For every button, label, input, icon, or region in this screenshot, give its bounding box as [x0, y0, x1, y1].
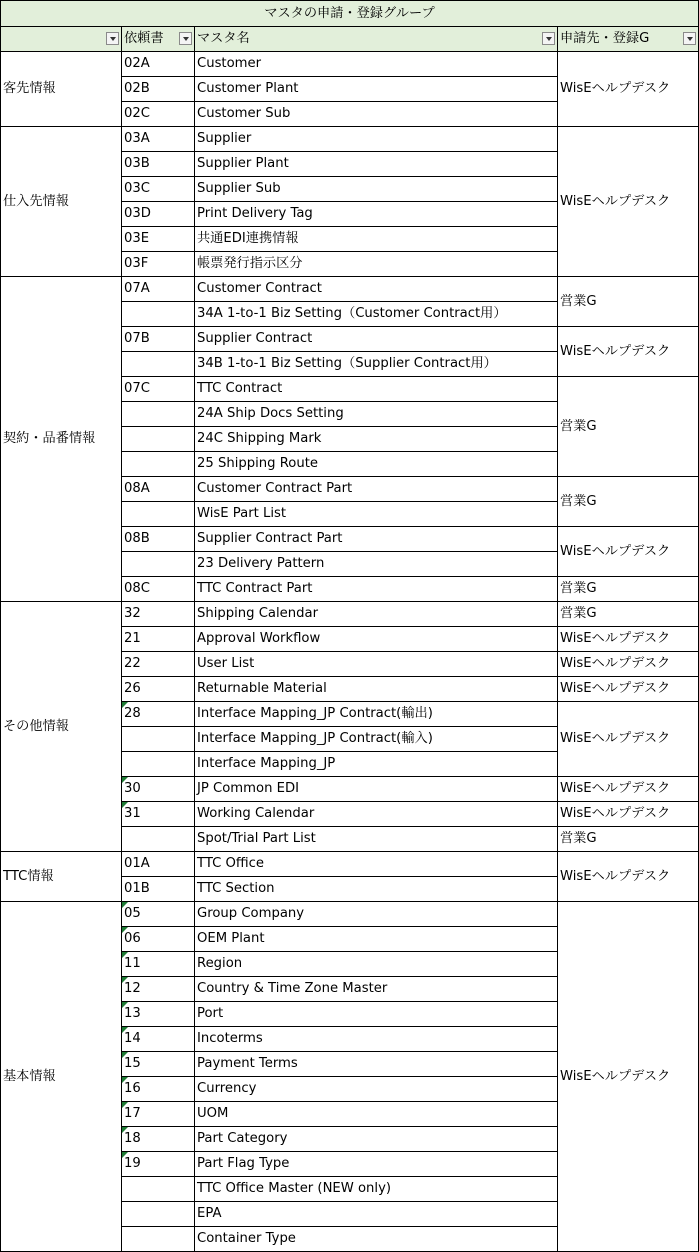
request-code-cell[interactable]: [122, 377, 195, 402]
request-code-text: 16: [124, 1081, 141, 1096]
request-code-cell[interactable]: [122, 452, 195, 477]
request-code-text: 01B: [124, 881, 150, 896]
request-code-cell[interactable]: [122, 177, 195, 202]
master-name-cell[interactable]: 23 Delivery Pattern: [195, 552, 558, 577]
request-code-cell[interactable]: [122, 277, 195, 302]
master-name-cell[interactable]: Approval Workflow: [195, 627, 558, 652]
master-name-cell[interactable]: Customer: [195, 52, 558, 77]
cell-marker-icon: [122, 1077, 128, 1083]
request-code-cell[interactable]: [122, 1077, 195, 1102]
master-name-cell[interactable]: Supplier Sub: [195, 177, 558, 202]
master-name-cell[interactable]: Incoterms: [195, 1027, 558, 1052]
request-code-text: 06: [124, 931, 141, 946]
master-name-cell[interactable]: Customer Plant: [195, 77, 558, 102]
master-name-cell[interactable]: Customer Contract: [195, 277, 558, 302]
request-code-cell[interactable]: [122, 1177, 195, 1202]
header-name[interactable]: [195, 27, 558, 52]
destination-cell[interactable]: WisEヘルプデスク: [558, 327, 699, 377]
master-name-cell[interactable]: Part Category: [195, 1127, 558, 1152]
master-name-cell[interactable]: Supplier: [195, 127, 558, 152]
category-cell[interactable]: TTC情報: [1, 852, 122, 902]
header-name-label: マスタ名: [197, 31, 250, 46]
master-name-cell[interactable]: Interface Mapping_JP: [195, 752, 558, 777]
request-code-text: 19: [124, 1156, 141, 1171]
master-name-cell[interactable]: Returnable Material: [195, 677, 558, 702]
destination-cell[interactable]: 営業G: [558, 827, 699, 852]
request-code-cell[interactable]: [122, 77, 195, 102]
category-cell[interactable]: 仕入先情報: [1, 127, 122, 277]
request-code-text: 07A: [124, 281, 150, 296]
destination-cell[interactable]: WisEヘルプデスク: [558, 702, 699, 777]
request-code-cell[interactable]: [122, 627, 195, 652]
master-name-cell[interactable]: Spot/Trial Part List: [195, 827, 558, 852]
destination-cell[interactable]: 営業G: [558, 377, 699, 477]
master-name-cell[interactable]: Region: [195, 952, 558, 977]
request-code-cell[interactable]: [122, 952, 195, 977]
filter-dropdown-icon[interactable]: [542, 32, 555, 45]
master-name-cell[interactable]: TTC Contract: [195, 377, 558, 402]
destination-cell[interactable]: 営業G: [558, 602, 699, 627]
request-code-cell[interactable]: [122, 1202, 195, 1227]
request-code-text: 07B: [124, 331, 150, 346]
master-name-cell[interactable]: Supplier Contract: [195, 327, 558, 352]
request-code-cell[interactable]: [122, 1002, 195, 1027]
master-name-cell[interactable]: TTC Office: [195, 852, 558, 877]
master-name-cell[interactable]: TTC Office Master (NEW only): [195, 1177, 558, 1202]
request-code-cell[interactable]: [122, 902, 195, 927]
cell-marker-icon: [122, 902, 128, 908]
header-code[interactable]: [122, 27, 195, 52]
request-code-text: 03B: [124, 156, 150, 171]
master-name-cell[interactable]: Port: [195, 1002, 558, 1027]
cell-marker-icon: [122, 1127, 128, 1133]
cell-marker-icon: [122, 1027, 128, 1033]
master-name-cell[interactable]: JP Common EDI: [195, 777, 558, 802]
request-code-cell[interactable]: [122, 1027, 195, 1052]
request-code-cell[interactable]: [122, 827, 195, 852]
master-name-cell[interactable]: User List: [195, 652, 558, 677]
master-name-cell[interactable]: Supplier Plant: [195, 152, 558, 177]
request-code-cell[interactable]: [122, 327, 195, 352]
master-name-cell[interactable]: 25 Shipping Route: [195, 452, 558, 477]
category-cell[interactable]: 客先情報: [1, 52, 122, 127]
request-code-cell[interactable]: [122, 402, 195, 427]
request-code-text: 30: [124, 781, 141, 796]
request-code-cell[interactable]: [122, 302, 195, 327]
header-dest-label: 申請先・登録G: [560, 31, 650, 46]
request-code-cell[interactable]: [122, 352, 195, 377]
master-name-cell[interactable]: Group Company: [195, 902, 558, 927]
table-title: マスタの申請・登録グループ: [1, 1, 699, 27]
request-code-text: 12: [124, 981, 141, 996]
request-code-cell[interactable]: [122, 252, 195, 277]
master-name-cell[interactable]: Customer Sub: [195, 102, 558, 127]
request-code-text: 02A: [124, 56, 150, 71]
cell-marker-icon: [122, 802, 128, 808]
destination-cell[interactable]: 営業G: [558, 477, 699, 527]
request-code-cell[interactable]: [122, 802, 195, 827]
request-code-text: 08B: [124, 531, 150, 546]
header-dest[interactable]: [558, 27, 699, 52]
master-name-cell[interactable]: 34A 1-to-1 Biz Setting（Customer Contract用）: [195, 302, 558, 327]
request-code-text: 14: [124, 1031, 141, 1046]
request-code-text: 21: [124, 631, 141, 646]
destination-cell[interactable]: WisEヘルプデスク: [558, 802, 699, 827]
request-code-cell[interactable]: [122, 852, 195, 877]
request-code-cell[interactable]: [122, 102, 195, 127]
master-name-cell[interactable]: TTC Section: [195, 877, 558, 902]
request-code-cell[interactable]: [122, 677, 195, 702]
master-name-cell[interactable]: Print Delivery Tag: [195, 202, 558, 227]
table-row: [1, 277, 699, 302]
master-name-cell[interactable]: WisE Part List: [195, 502, 558, 527]
cell-marker-icon: [122, 702, 128, 708]
destination-cell[interactable]: 営業G: [558, 577, 699, 602]
request-code-text: 28: [124, 706, 141, 721]
request-code-text: 17: [124, 1106, 141, 1121]
request-code-cell[interactable]: [122, 552, 195, 577]
request-code-text: 26: [124, 681, 141, 696]
table-row: [1, 902, 699, 927]
master-name-cell[interactable]: 34B 1-to-1 Biz Setting（Supplier Contract用）: [195, 352, 558, 377]
request-code-cell[interactable]: [122, 702, 195, 727]
request-code-cell[interactable]: [122, 727, 195, 752]
category-cell[interactable]: その他情報: [1, 602, 122, 852]
destination-cell[interactable]: 営業G: [558, 277, 699, 327]
master-name-cell[interactable]: Part Flag Type: [195, 1152, 558, 1177]
master-name-cell[interactable]: 24A Ship Docs Setting: [195, 402, 558, 427]
request-code-text: 01A: [124, 856, 150, 871]
request-code-cell[interactable]: [122, 1052, 195, 1077]
request-code-text: 02C: [124, 106, 150, 121]
request-code-cell[interactable]: [122, 202, 195, 227]
header-category[interactable]: [1, 27, 122, 52]
master-name-cell[interactable]: Country & Time Zone Master: [195, 977, 558, 1002]
request-code-text: 08A: [124, 481, 150, 496]
request-code-text: 13: [124, 1006, 141, 1021]
master-name-cell[interactable]: Shipping Calendar: [195, 602, 558, 627]
request-code-text: 03E: [124, 231, 150, 246]
filter-dropdown-icon[interactable]: [683, 32, 696, 45]
destination-cell[interactable]: WisEヘルプデスク: [558, 652, 699, 677]
header-row: [1, 27, 699, 52]
request-code-cell[interactable]: [122, 502, 195, 527]
request-code-text: 08C: [124, 581, 150, 596]
request-code-cell[interactable]: [122, 52, 195, 77]
destination-cell[interactable]: WisEヘルプデスク: [558, 527, 699, 577]
request-code-cell[interactable]: [122, 927, 195, 952]
destination-cell[interactable]: WisEヘルプデスク: [558, 852, 699, 902]
table-row: [1, 602, 699, 627]
category-cell[interactable]: 基本情報: [1, 902, 122, 1252]
master-name-cell[interactable]: 帳票発行指示区分: [195, 252, 558, 277]
request-code-cell[interactable]: [122, 152, 195, 177]
request-code-text: 03A: [124, 131, 150, 146]
cell-marker-icon: [122, 977, 128, 983]
table-row: [1, 127, 699, 152]
destination-cell[interactable]: WisEヘルプデスク: [558, 777, 699, 802]
request-code-cell[interactable]: [122, 1102, 195, 1127]
request-code-cell[interactable]: [122, 877, 195, 902]
master-name-cell[interactable]: Interface Mapping_JP Contract(輸入): [195, 727, 558, 752]
filter-dropdown-icon[interactable]: [106, 32, 119, 45]
request-code-text: 07C: [124, 381, 150, 396]
cell-marker-icon: [122, 1152, 128, 1158]
request-code-cell[interactable]: [122, 227, 195, 252]
master-name-cell[interactable]: TTC Contract Part: [195, 577, 558, 602]
destination-cell[interactable]: WisEヘルプデスク: [558, 902, 699, 1252]
master-name-cell[interactable]: EPA: [195, 1202, 558, 1227]
request-code-text: 03C: [124, 181, 150, 196]
cell-marker-icon: [122, 1002, 128, 1008]
master-name-cell[interactable]: Supplier Contract Part: [195, 527, 558, 552]
request-code-cell[interactable]: [122, 1127, 195, 1152]
cell-marker-icon: [122, 1052, 128, 1058]
destination-cell[interactable]: WisEヘルプデスク: [558, 52, 699, 127]
request-code-cell[interactable]: [122, 527, 195, 552]
cell-marker-icon: [122, 777, 128, 783]
request-code-text: 32: [124, 606, 141, 621]
request-code-cell[interactable]: [122, 752, 195, 777]
table-row: [1, 52, 699, 77]
category-cell[interactable]: 契約・品番情報: [1, 277, 122, 602]
request-code-text: 11: [124, 956, 141, 971]
request-code-cell[interactable]: [122, 977, 195, 1002]
destination-cell[interactable]: WisEヘルプデスク: [558, 127, 699, 277]
request-code-cell[interactable]: [122, 427, 195, 452]
request-code-text: 22: [124, 656, 141, 671]
table-row: [1, 852, 699, 877]
filter-dropdown-icon[interactable]: [179, 32, 192, 45]
master-name-cell[interactable]: OEM Plant: [195, 927, 558, 952]
request-code-text: 05: [124, 906, 141, 921]
master-name-cell[interactable]: Working Calendar: [195, 802, 558, 827]
master-name-cell[interactable]: 共通EDI連携情報: [195, 227, 558, 252]
master-name-cell[interactable]: Container Type: [195, 1227, 558, 1252]
request-code-cell[interactable]: [122, 1227, 195, 1252]
request-code-cell[interactable]: [122, 577, 195, 602]
request-code-cell[interactable]: [122, 127, 195, 152]
request-code-cell[interactable]: [122, 777, 195, 802]
master-name-cell[interactable]: 24C Shipping Mark: [195, 427, 558, 452]
destination-cell[interactable]: WisEヘルプデスク: [558, 677, 699, 702]
title-row: [1, 1, 699, 27]
master-name-cell[interactable]: Interface Mapping_JP Contract(輸出): [195, 702, 558, 727]
request-code-cell[interactable]: [122, 1152, 195, 1177]
master-name-cell[interactable]: UOM: [195, 1102, 558, 1127]
request-code-text: 31: [124, 806, 141, 821]
request-code-cell[interactable]: [122, 602, 195, 627]
master-name-cell[interactable]: Customer Contract Part: [195, 477, 558, 502]
master-name-cell[interactable]: Currency: [195, 1077, 558, 1102]
request-code-text: 03D: [124, 206, 151, 221]
request-code-text: 15: [124, 1056, 141, 1071]
request-code-text: 18: [124, 1131, 141, 1146]
cell-marker-icon: [122, 1102, 128, 1108]
table-body: [1, 52, 699, 1252]
master-name-cell[interactable]: Payment Terms: [195, 1052, 558, 1077]
request-code-cell[interactable]: [122, 652, 195, 677]
request-code-text: 03F: [124, 256, 149, 271]
request-code-text: 02B: [124, 81, 150, 96]
cell-marker-icon: [122, 927, 128, 933]
cell-marker-icon: [122, 952, 128, 958]
header-code-label: 依頼書: [124, 31, 164, 46]
request-code-cell[interactable]: [122, 477, 195, 502]
destination-cell[interactable]: WisEヘルプデスク: [558, 627, 699, 652]
